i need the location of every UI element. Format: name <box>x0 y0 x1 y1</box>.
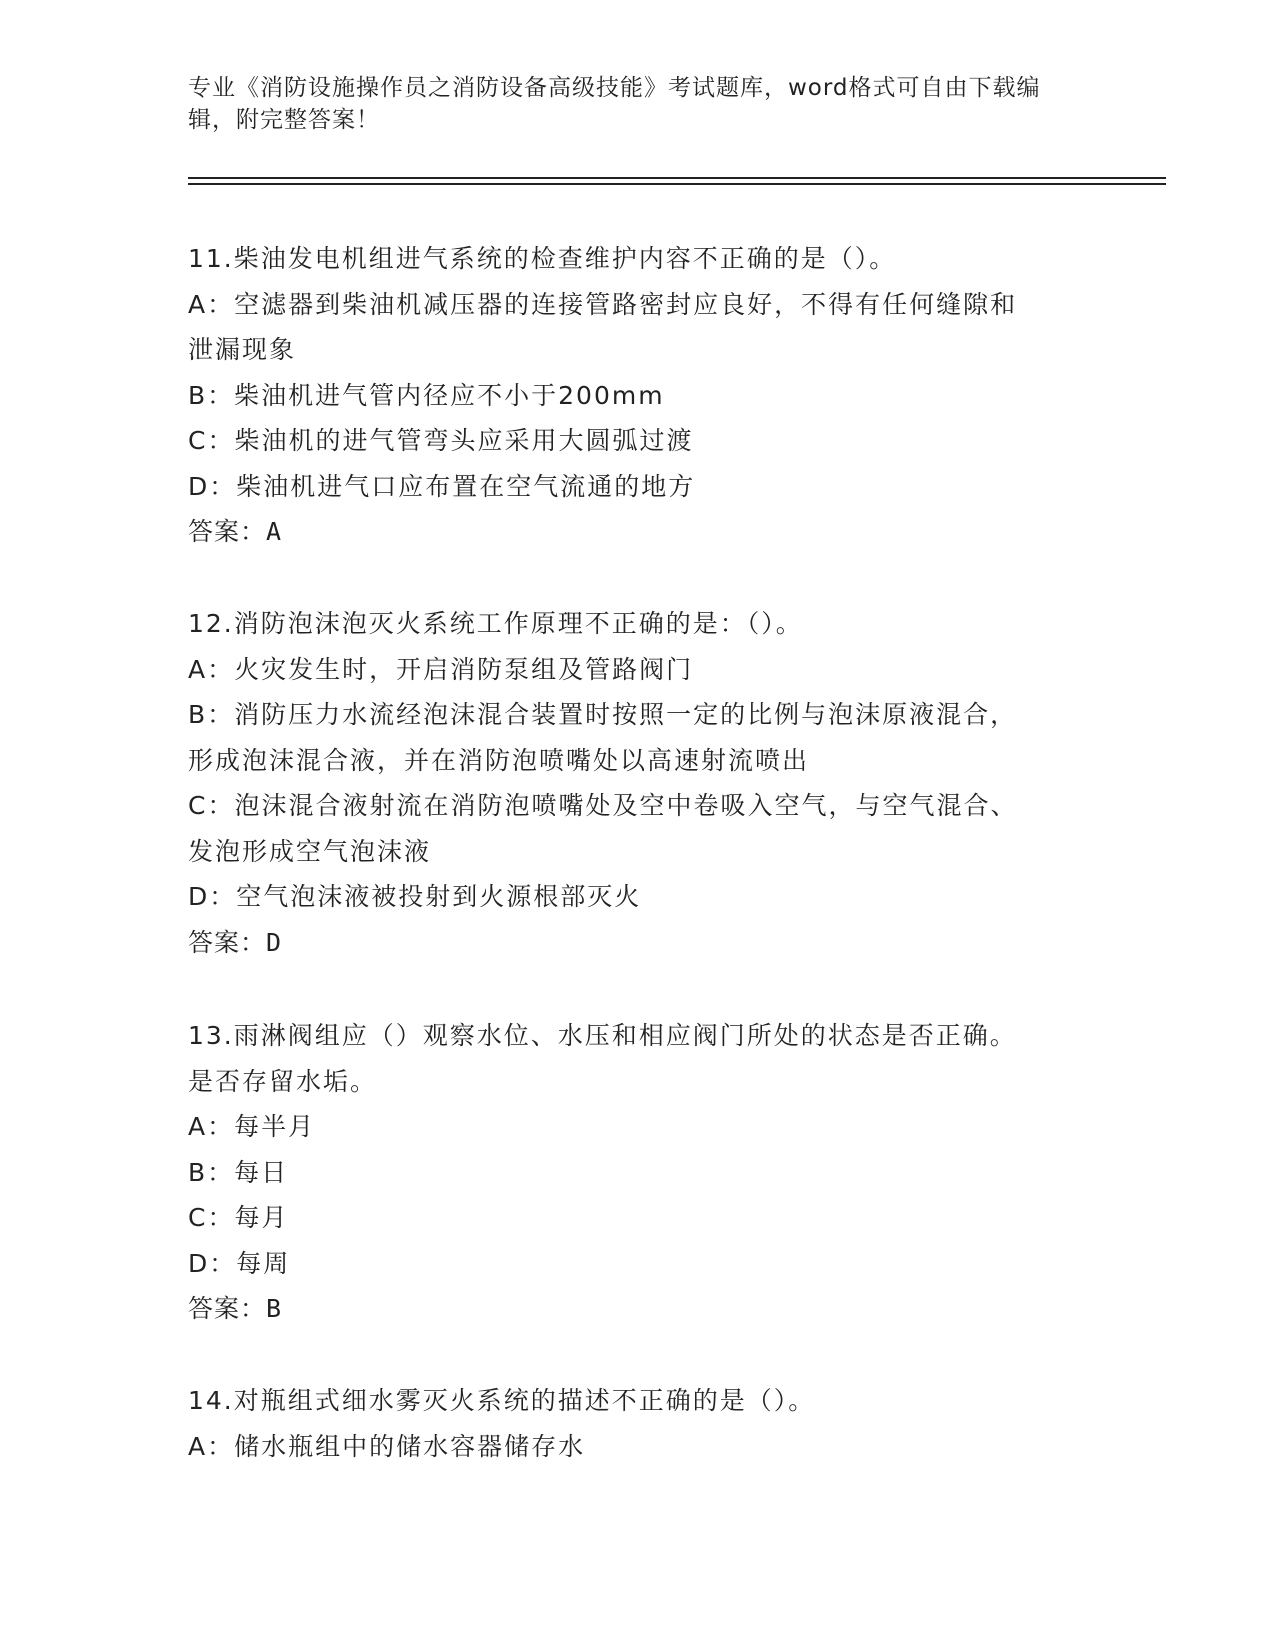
option-b: B：消防压力水流经泡沫混合装置时按照一定的比例与泡沫原液混合， <box>188 700 1018 729</box>
option-a: A：空滤器到柴油机减压器的连接管路密封应良好，不得有任何缝隙和 <box>188 289 1018 319</box>
answer-line <box>188 1286 1088 1332</box>
option-d: D：每周 <box>188 1248 291 1278</box>
option-b: B：柴油机进气管内径应不小于200mm <box>188 380 665 410</box>
question-14 <box>188 1378 1088 1469</box>
question-13 <box>188 1013 1088 1332</box>
option-c: C：泡沫混合液射流在消防泡喷嘴处及空中卷吸入空气，与空气混合、 <box>188 791 1018 820</box>
question-stem: 13.雨淋阀组应（）观察水位、水压和相应阀门所处的状态是否正确。 <box>188 1021 1017 1050</box>
option-b: B：每日 <box>188 1157 289 1187</box>
question-11 <box>188 236 1088 555</box>
header-line-1: 专业《消防设施操作员之消防设备高级技能》考试题库，word格式可自由下载编 <box>188 75 1041 101</box>
question-12 <box>188 601 1088 965</box>
option-d: D：柴油机进气口应布置在空气流通的地方 <box>188 471 696 501</box>
question-stem: 12.消防泡沫泡灭火系统工作原理不正确的是：（）。 <box>188 609 803 638</box>
header-line-2: 辑，附完整答案！ <box>188 107 380 133</box>
answer-value: B <box>266 1294 283 1323</box>
answer-value: D <box>266 927 283 957</box>
option-b-continuation: 形成泡沫混合液，并在消防泡喷嘴处以高速射流喷出 <box>188 745 810 775</box>
header-divider-bottom <box>188 183 1166 185</box>
answer-label: 答案： <box>188 927 267 957</box>
answer-value: A <box>266 517 283 546</box>
answer-label: 答案： <box>188 1294 267 1323</box>
question-stem: 11.柴油发电机组进气系统的检查维护内容不正确的是（）。 <box>188 244 897 273</box>
option-a: A：每半月 <box>188 1112 316 1141</box>
option-a: A：火灾发生时，开启消防泵组及管路阀门 <box>188 654 694 684</box>
header-divider-top <box>188 177 1166 179</box>
document-header <box>188 72 1088 136</box>
question-stem-continuation: 是否存留水垢。 <box>188 1066 378 1096</box>
option-c-continuation: 发泡形成空气泡沫液 <box>188 836 432 866</box>
option-c: C：柴油机的进气管弯头应采用大圆弧过渡 <box>188 426 694 455</box>
answer-label: 答案： <box>188 517 267 546</box>
answer-line <box>188 920 1088 966</box>
option-c: C：每月 <box>188 1203 289 1232</box>
option-a: A：储水瓶组中的储水容器储存水 <box>188 1431 586 1461</box>
option-a-continuation: 泄漏现象 <box>188 335 297 364</box>
answer-line <box>188 509 1088 555</box>
question-stem: 14.对瓶组式细水雾灭火系统的描述不正确的是（）。 <box>188 1386 816 1415</box>
option-d: D：空气泡沫液被投射到火源根部灭火 <box>188 882 642 911</box>
